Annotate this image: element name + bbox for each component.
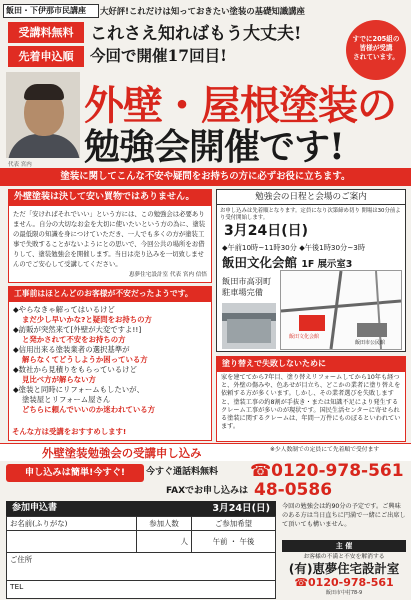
event-note: お申し込みは先着順となります。定員になり次第締め切り 開場は30分前より受付開始します。: [220, 208, 401, 221]
presenter-photo: [6, 72, 80, 158]
address-label: ご住所: [10, 555, 33, 564]
worry-item: ◆数社から見積りをもらっているけど: [13, 365, 137, 374]
worry-item: ◆塗装と同時にリフォームもしたいが、: [13, 385, 144, 394]
event-address: [222, 276, 278, 298]
audience-ribbon: 塗装に関してこんな不安や疑問をお持ちの方に必ずお役に立ちます。: [0, 168, 411, 186]
event-heading: 勉強会の日程と会場のご案内: [216, 189, 406, 205]
address-field[interactable]: [7, 553, 276, 581]
map-hall-label: 飯田市公民館: [355, 340, 386, 346]
tagline: 大好評!これだけは知っておきたい塗装の基礎知識講座: [100, 6, 305, 16]
event-date: 3月24日(日): [224, 223, 309, 239]
main-title-line2: 勉強会開催です!: [84, 126, 344, 168]
pm-option[interactable]: 午後: [239, 537, 255, 546]
worry-item: と発かされて不安をお持ちの方: [22, 335, 126, 344]
first-come-badge: 先着申込順: [8, 46, 84, 67]
worry-item: まだ少し早いかな?と疑問をお持ちの方: [22, 315, 152, 324]
count-label: 参加人数: [137, 517, 192, 531]
fee-free-badge: 受講料無料: [8, 22, 84, 43]
organizer-phone[interactable]: ☎0120-978-561: [294, 576, 394, 589]
application-form: [6, 516, 276, 599]
participant-count-badge: [346, 20, 406, 80]
name-field[interactable]: [7, 531, 137, 553]
fax-number[interactable]: 48-0586: [254, 480, 333, 500]
hope-label: ご参加希望: [192, 517, 276, 531]
name-label: お名前(ふりがな): [7, 517, 137, 531]
venue-name: 飯田文化会館: [222, 255, 298, 270]
easy-signup-badge: 申し込みは簡単!今すぐ!: [6, 464, 144, 482]
failure-box: 家を建ててから7年目、塗り替えリフォームしてから10年も経つと、外壁の傷みや、色あせが目立ち、どこかの業者に塗り替えを依頼する方が多くいます。しかし、その業者選びを失敗しますと、塗装工事の約8割が手抜き・または知識不足により発生するクレーム工事が多いのが現状です。国民生活センターに寄せられる塗装に関するクレームは、年間一万件にものぼるといわれています。: [216, 371, 406, 442]
presenter-caption: 代表 宮内: [8, 162, 32, 168]
main-title-line1: 外壁・屋根塗装の: [84, 82, 396, 129]
worries-footer: そんな方は受講をおすすめします!: [12, 427, 127, 436]
worry-item: 見比べ方が解らない方: [22, 375, 96, 384]
session-choice[interactable]: 午前 ・ 午後: [192, 531, 276, 553]
worries-heading: 工事前はほとんどのお客様が不安だったようです。: [8, 286, 212, 301]
badge-line1: すでに205組の: [352, 35, 400, 43]
event-pm-time: ◆午後1時30分~3時: [299, 243, 366, 252]
series-tag: 飯田・下伊那市民講座: [3, 4, 99, 18]
parking-note: 駐車場完備: [222, 287, 263, 297]
worry-item: 解らなくてどうしようか困っている方: [22, 355, 148, 364]
worry-item: ◆やらなきゃ解ってはいるけど: [13, 305, 115, 314]
intro-signature: 恵夢住宅設計室 代表 宮内 信悟: [128, 272, 207, 278]
signup-banner: 外壁塗装勉強会の受講申し込み: [0, 443, 411, 461]
worry-item: どちらに頼んでいいのか迷われている方: [22, 405, 156, 414]
count-field[interactable]: [137, 531, 192, 553]
badge-line3: されています。: [353, 53, 399, 61]
event-am-time: ◆午前10時~11時30分: [222, 243, 297, 252]
tel-label: TEL: [10, 582, 24, 591]
duration-note: 今回の勉強会は約90分の予定です。ご興味のある方は当日直ちに円満で一緒にご出席して頂いても構いません。: [282, 503, 406, 528]
fax-label: FAXでお申し込みは: [166, 486, 249, 496]
tel-field[interactable]: [7, 581, 276, 599]
organizer-heading: 主 催: [282, 540, 406, 552]
headline-line2: 今回で開催17回目!: [90, 46, 227, 65]
venue-map: [280, 270, 402, 350]
badge-line2: 皆様が受講: [359, 44, 393, 52]
form-heading: 参加申込書: [6, 501, 276, 516]
intro-heading: 外壁塗装は決して安い買物ではありません。: [8, 189, 212, 205]
headline-line1: これさえ知ればもう大丈夫!: [90, 24, 302, 44]
worry-item: 塗装屋とリフォーム屋さん: [22, 395, 111, 404]
phone-number[interactable]: ☎0120-978-561: [250, 461, 404, 481]
intro-box: [8, 205, 212, 283]
phone-label: 今すぐ通話料無料: [146, 467, 219, 477]
worry-item: ◆信用出来る塗装業者の選択基準が: [13, 345, 130, 354]
venue-room: 1F 展示室3: [301, 259, 353, 270]
count-unit: 人: [180, 537, 188, 546]
venue-photo: [222, 303, 276, 349]
organizer-address: 飯田市中村78-9: [325, 590, 363, 596]
worries-box: [8, 301, 212, 441]
address-line1: 飯田市高羽町: [222, 276, 272, 286]
worry-item: ◆訪販が突然来て[外壁が大変ですよ!!]: [13, 325, 142, 334]
form-date: 3月24日(日): [212, 503, 270, 514]
signup-note: ※少人数制での定員にて先着順で受付ます: [270, 447, 380, 453]
intro-text: ただ「安ければそれでいい」という方には、この勉強会は必要ありません。自分の大切なお金を大切に使いたいという方の為に、塗装の最低限の知識を身につけていただき、一人でも多くの方が塗装工事で失敗することがないようにとの思いで、今回公共の場所をお借りして、塗装勉強会を開催します。当日は売り込みを一切致しませんのでご安心して受講してください。: [13, 210, 206, 268]
organizer-name: (有)恵夢住宅設計室: [288, 561, 400, 576]
organizer-tagline: お客様の不満と不安を解消する: [303, 554, 385, 560]
event-times: [222, 243, 406, 252]
am-option[interactable]: 午前: [212, 537, 228, 546]
failure-heading: 塗り替えで失敗しないために: [216, 356, 406, 371]
map-venue-label: 飯田文化会館: [289, 334, 320, 340]
